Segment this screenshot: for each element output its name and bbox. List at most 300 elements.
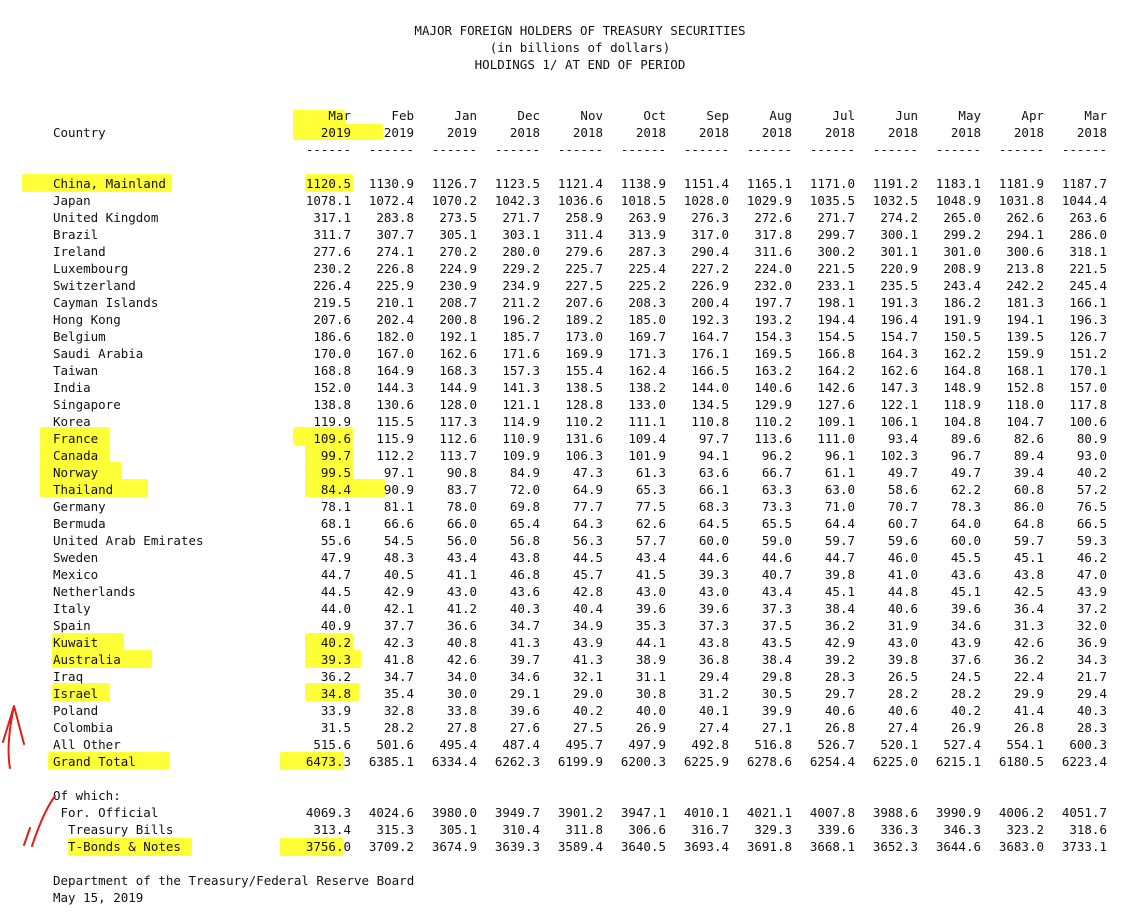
table-cell: 1035.5 [809,193,855,208]
table-cell: 59.7 [824,533,855,548]
table-cell: 185.0 [628,312,666,327]
table-cell: 1072.4 [368,193,414,208]
table-cell: 41.5 [635,567,666,582]
table-cell: 329.3 [754,822,792,837]
table-cell: 66.0 [446,516,477,531]
table-cell: 112.2 [376,448,414,463]
country-name: Germany [53,499,106,514]
table-cell: 235.5 [880,278,918,293]
report-subtitle: (in billions of dollars) [489,40,671,55]
report-title: MAJOR FOREIGN HOLDERS OF TREASURY SECURITIES [414,23,746,38]
table-cell: 72.0 [509,482,540,497]
table-cell: 317.8 [754,227,792,242]
table-cell: 200.4 [691,295,729,310]
country-name: Belgium [53,329,106,344]
table-cell: 27.4 [698,720,729,735]
table-cell: 28.2 [950,686,981,701]
table-cell: 97.1 [383,465,414,480]
table-cell: 1191.2 [872,176,918,191]
table-cell: 39.6 [635,601,666,616]
table-cell: 287.3 [628,244,666,259]
table-cell: 64.8 [1013,516,1044,531]
table-cell: 162.6 [880,363,918,378]
table-cell: 1165.1 [746,176,792,191]
table-cell: 97.7 [698,431,729,446]
table-cell: 167.0 [376,346,414,361]
table-cell: 313.9 [628,227,666,242]
table-cell: 63.6 [698,465,729,480]
table-cell: 46.0 [887,550,918,565]
table-cell: 39.8 [824,567,855,582]
country-name: Korea [53,414,91,429]
table-cell: 101.9 [628,448,666,463]
table-cell: 42.9 [383,584,414,599]
country-name: India [53,380,91,395]
table-cell: 115.5 [376,414,414,429]
table-cell: 36.6 [446,618,477,633]
table-cell: 520.1 [880,737,918,752]
table-cell: 99.5 [320,465,351,480]
table-cell: 112.6 [439,431,477,446]
table-cell: 56.8 [509,533,540,548]
table-cell: 1070.2 [431,193,477,208]
column-header-year: 2018 [635,125,666,140]
table-cell: 109.6 [313,431,351,446]
table-cell: 28.3 [1076,720,1107,735]
table-cell: 194.4 [817,312,855,327]
table-cell: 89.6 [950,431,981,446]
table-cell: 166.1 [1069,295,1107,310]
table-cell: 274.1 [376,244,414,259]
country-name: Japan [53,193,91,208]
table-cell: 66.7 [761,465,792,480]
table-cell: 166.8 [817,346,855,361]
table-cell: 34.7 [509,618,540,633]
table-cell: 3901.2 [557,805,603,820]
table-cell: 39.2 [824,652,855,667]
table-cell: 36.2 [320,669,351,684]
table-cell: 6334.4 [431,754,477,769]
table-cell: 207.6 [313,312,351,327]
table-cell: 126.7 [1069,329,1107,344]
table-cell: 65.4 [509,516,540,531]
country-name: Mexico [53,567,99,582]
table-cell: 66.1 [698,482,729,497]
column-header-month: Apr [1021,108,1044,123]
column-header-month: Jun [895,108,918,123]
column-separator: ------ [683,142,729,157]
table-cell: 191.9 [943,312,981,327]
table-cell: 111.0 [817,431,855,446]
table-cell: 3693.4 [683,839,729,854]
table-cell: 44.7 [824,550,855,565]
of-which-label: Of which: [53,788,121,803]
table-cell: 96.2 [761,448,792,463]
table-cell: 527.4 [943,737,981,752]
table-cell: 47.0 [1076,567,1107,582]
table-cell: 230.2 [313,261,351,276]
table-cell: 27.6 [509,720,540,735]
table-cell: 139.5 [1006,329,1044,344]
table-cell: 36.8 [698,652,729,667]
table-cell: 47.3 [572,465,603,480]
table-cell: 64.0 [950,516,981,531]
table-cell: 60.8 [1013,482,1044,497]
table-cell: 600.3 [1069,737,1107,752]
table-cell: 3674.9 [431,839,477,854]
subrow-label: Treasury Bills [53,822,174,837]
country-name: Brazil [53,227,99,242]
table-cell: 234.9 [502,278,540,293]
table-cell: 94.1 [698,448,729,463]
table-cell: 6225.0 [872,754,918,769]
table-cell: 1018.5 [620,193,666,208]
table-cell: 93.0 [1076,448,1107,463]
footer-source: Department of the Treasury/Federal Reserve Board [53,873,415,888]
table-cell: 49.7 [950,465,981,480]
country-name: Canada [53,448,99,463]
table-cell: 311.7 [313,227,351,242]
table-cell: 34.9 [572,618,603,633]
table-cell: 170.1 [1069,363,1107,378]
country-name: United Arab Emirates [53,533,204,548]
table-cell: 44.0 [320,601,351,616]
table-cell: 3683.0 [998,839,1044,854]
table-cell: 6473.3 [305,754,351,769]
table-cell: 104.7 [1006,414,1044,429]
column-separator: ------ [431,142,477,157]
table-cell: 81.1 [383,499,414,514]
table-cell: 32.8 [383,703,414,718]
table-cell: 102.3 [880,448,918,463]
table-cell: 93.4 [887,431,918,446]
table-cell: 117.8 [1069,397,1107,412]
table-cell: 301.0 [943,244,981,259]
table-cell: 318.1 [1069,244,1107,259]
column-separator: ------ [872,142,918,157]
table-cell: 185.7 [502,329,540,344]
table-cell: 305.1 [439,227,477,242]
table-cell: 181.3 [1006,295,1044,310]
table-cell: 73.3 [761,499,792,514]
table-cell: 110.2 [754,414,792,429]
table-cell: 42.1 [383,601,414,616]
table-cell: 6180.5 [998,754,1044,769]
table-cell: 134.5 [691,397,729,412]
table-cell: 152.0 [313,380,351,395]
table-cell: 227.5 [565,278,603,293]
table-cell: 157.0 [1069,380,1107,395]
table-cell: 45.7 [572,567,603,582]
table-cell: 227.2 [691,261,729,276]
column-header-year: 2018 [761,125,792,140]
country-name: Bermuda [53,516,106,531]
table-cell: 6215.1 [935,754,981,769]
table-cell: 57.7 [635,533,666,548]
table-cell: 492.8 [691,737,729,752]
table-cell: 300.2 [817,244,855,259]
table-cell: 41.8 [383,652,414,667]
table-cell: 36.2 [824,618,855,633]
table-cell: 4069.3 [305,805,351,820]
table-cell: 54.5 [383,533,414,548]
table-cell: 38.9 [635,652,666,667]
country-name: United Kingdom [53,210,159,225]
table-cell: 129.9 [754,397,792,412]
table-cell: 280.0 [502,244,540,259]
column-header-year: 2019 [383,125,414,140]
table-cell: 66.6 [383,516,414,531]
table-cell: 40.6 [887,601,918,616]
table-cell: 30.0 [446,686,477,701]
table-cell: 1123.5 [494,176,540,191]
table-cell: 138.5 [565,380,603,395]
table-cell: 41.3 [509,635,540,650]
table-cell: 26.5 [887,669,918,684]
table-cell: 43.6 [950,567,981,582]
table-cell: 317.1 [313,210,351,225]
table-cell: 41.3 [572,652,603,667]
table-cell: 306.6 [628,822,666,837]
table-cell: 263.9 [628,210,666,225]
table-cell: 66.5 [1076,516,1107,531]
table-cell: 106.3 [565,448,603,463]
table-cell: 40.6 [824,703,855,718]
table-cell: 29.9 [1013,686,1044,701]
table-cell: 225.7 [565,261,603,276]
table-cell: 77.5 [635,499,666,514]
table-cell: 162.2 [943,346,981,361]
column-header-year: 2019 [446,125,477,140]
table-cell: 118.0 [1006,397,1044,412]
table-cell: 191.3 [880,295,918,310]
table-cell: 516.8 [754,737,792,752]
table-cell: 1138.9 [620,176,666,191]
table-cell: 263.6 [1069,210,1107,225]
country-name: Australia [53,652,121,667]
table-cell: 30.5 [761,686,792,701]
table-cell: 155.4 [565,363,603,378]
table-cell: 29.1 [509,686,540,701]
table-cell: 141.3 [502,380,540,395]
country-header: Country [53,125,106,140]
table-cell: 140.6 [754,380,792,395]
column-header-year: 2018 [950,125,981,140]
table-cell: 3947.1 [620,805,666,820]
table-cell: 270.2 [439,244,477,259]
table-cell: 43.9 [1076,584,1107,599]
table-cell: 40.3 [509,601,540,616]
table-cell: 128.8 [565,397,603,412]
table-cell: 245.4 [1069,278,1107,293]
country-name: All Other [53,737,121,752]
table-cell: 262.6 [1006,210,1044,225]
table-cell: 221.5 [817,261,855,276]
table-cell: 3980.0 [431,805,477,820]
table-cell: 62.6 [635,516,666,531]
table-cell: 154.5 [817,329,855,344]
table-cell: 76.5 [1076,499,1107,514]
table-cell: 109.1 [817,414,855,429]
table-cell: 6262.3 [494,754,540,769]
table-cell: 164.8 [943,363,981,378]
table-cell: 57.2 [1076,482,1107,497]
column-header-year: 2018 [698,125,729,140]
table-cell: 43.9 [950,635,981,650]
column-separator: ------ [305,142,351,157]
table-cell: 64.5 [698,516,729,531]
table-cell: 159.9 [1006,346,1044,361]
table-cell: 277.6 [313,244,351,259]
table-cell: 148.9 [943,380,981,395]
table-cell: 27.8 [446,720,477,735]
country-name: Spain [53,618,91,633]
table-cell: 311.4 [565,227,603,242]
table-cell: 39.9 [761,703,792,718]
table-cell: 96.1 [824,448,855,463]
table-cell: 43.5 [761,635,792,650]
table-cell: 34.7 [383,669,414,684]
table-cell: 3988.6 [872,805,918,820]
table-cell: 39.6 [509,703,540,718]
country-name: France [53,431,99,446]
column-header-year: 2018 [887,125,918,140]
table-cell: 200.8 [439,312,477,327]
table-cell: 68.1 [320,516,351,531]
table-cell: 114.9 [502,414,540,429]
table-cell: 39.6 [698,601,729,616]
table-cell: 318.6 [1069,822,1107,837]
column-header-month: Dec [517,108,540,123]
table-cell: 32.1 [572,669,603,684]
table-cell: 495.4 [439,737,477,752]
table-cell: 299.7 [817,227,855,242]
table-cell: 186.6 [313,329,351,344]
table-cell: 42.6 [1013,635,1044,650]
table-cell: 43.0 [635,584,666,599]
table-cell: 40.9 [320,618,351,633]
table-cell: 6278.6 [746,754,792,769]
table-cell: 1151.4 [683,176,729,191]
table-cell: 501.6 [376,737,414,752]
table-cell: 36.2 [1013,652,1044,667]
table-cell: 21.7 [1076,669,1107,684]
table-cell: 310.4 [502,822,540,837]
table-cell: 3640.5 [620,839,666,854]
table-cell: 34.8 [320,686,351,701]
footer-date: May 15, 2019 [53,890,144,905]
table-cell: 110.8 [691,414,729,429]
table-cell: 142.6 [817,380,855,395]
table-cell: 220.9 [880,261,918,276]
table-cell: 37.6 [950,652,981,667]
table-cell: 1181.9 [998,176,1044,191]
table-cell: 33.9 [320,703,351,718]
table-cell: 71.0 [824,499,855,514]
table-cell: 265.0 [943,210,981,225]
table-cell: 46.8 [509,567,540,582]
hand-check-mark [24,796,55,846]
table-cell: 169.5 [754,346,792,361]
table-cell: 196.2 [502,312,540,327]
table-cell: 84.4 [320,482,351,497]
column-header-month: Mar [1084,108,1107,123]
table-cell: 100.6 [1069,414,1107,429]
table-cell: 221.5 [1069,261,1107,276]
table-cell: 1044.4 [1061,193,1107,208]
table-cell: 224.9 [439,261,477,276]
table-cell: 61.3 [635,465,666,480]
column-separator: ------ [1061,142,1107,157]
table-cell: 40.0 [635,703,666,718]
table-cell: 43.0 [698,584,729,599]
table-cell: 3709.2 [368,839,414,854]
table-cell: 173.0 [565,329,603,344]
column-header-month: Sep [706,108,729,123]
table-cell: 65.3 [635,482,666,497]
table-cell: 4006.2 [998,805,1044,820]
table-cell: 43.6 [509,584,540,599]
table-cell: 1078.1 [305,193,351,208]
table-cell: 43.9 [572,635,603,650]
column-separator: ------ [557,142,603,157]
table-cell: 64.3 [572,516,603,531]
table-cell: 487.4 [502,737,540,752]
table-cell: 3668.1 [809,839,855,854]
table-cell: 208.7 [439,295,477,310]
table-cell: 6200.3 [620,754,666,769]
table-cell: 272.6 [754,210,792,225]
table-cell: 232.0 [754,278,792,293]
table-cell: 44.5 [572,550,603,565]
table-cell: 164.3 [880,346,918,361]
table-cell: 39.6 [950,601,981,616]
country-name: Poland [53,703,99,718]
table-cell: 40.3 [1076,703,1107,718]
column-header-month: May [958,108,981,123]
table-cell: 4007.8 [809,805,855,820]
table-cell: 1048.9 [935,193,981,208]
table-cell: 147.3 [880,380,918,395]
table-cell: 1120.5 [305,176,351,191]
table-cell: 31.9 [887,618,918,633]
table-cell: 41.0 [887,567,918,582]
table-cell: 138.2 [628,380,666,395]
table-cell: 189.2 [565,312,603,327]
table-cell: 40.4 [572,601,603,616]
table-cell: 27.4 [887,720,918,735]
table-cell: 1032.5 [872,193,918,208]
table-cell: 37.5 [761,618,792,633]
table-cell: 226.9 [691,278,729,293]
table-cell: 176.1 [691,346,729,361]
table-cell: 45.1 [1013,550,1044,565]
country-name: Israel [53,686,99,701]
table-cell: 24.5 [950,669,981,684]
table-cell: 4051.7 [1061,805,1107,820]
table-cell: 60.7 [887,516,918,531]
table-cell: 82.6 [1013,431,1044,446]
column-separator: ------ [368,142,414,157]
table-cell: 1121.4 [557,176,603,191]
table-cell: 300.1 [880,227,918,242]
table-cell: 152.8 [1006,380,1044,395]
table-cell: 226.4 [313,278,351,293]
column-header-year: 2018 [509,125,540,140]
subrow-label: For. Official [53,805,159,820]
table-cell: 110.2 [565,414,603,429]
country-name: Singapore [53,397,121,412]
